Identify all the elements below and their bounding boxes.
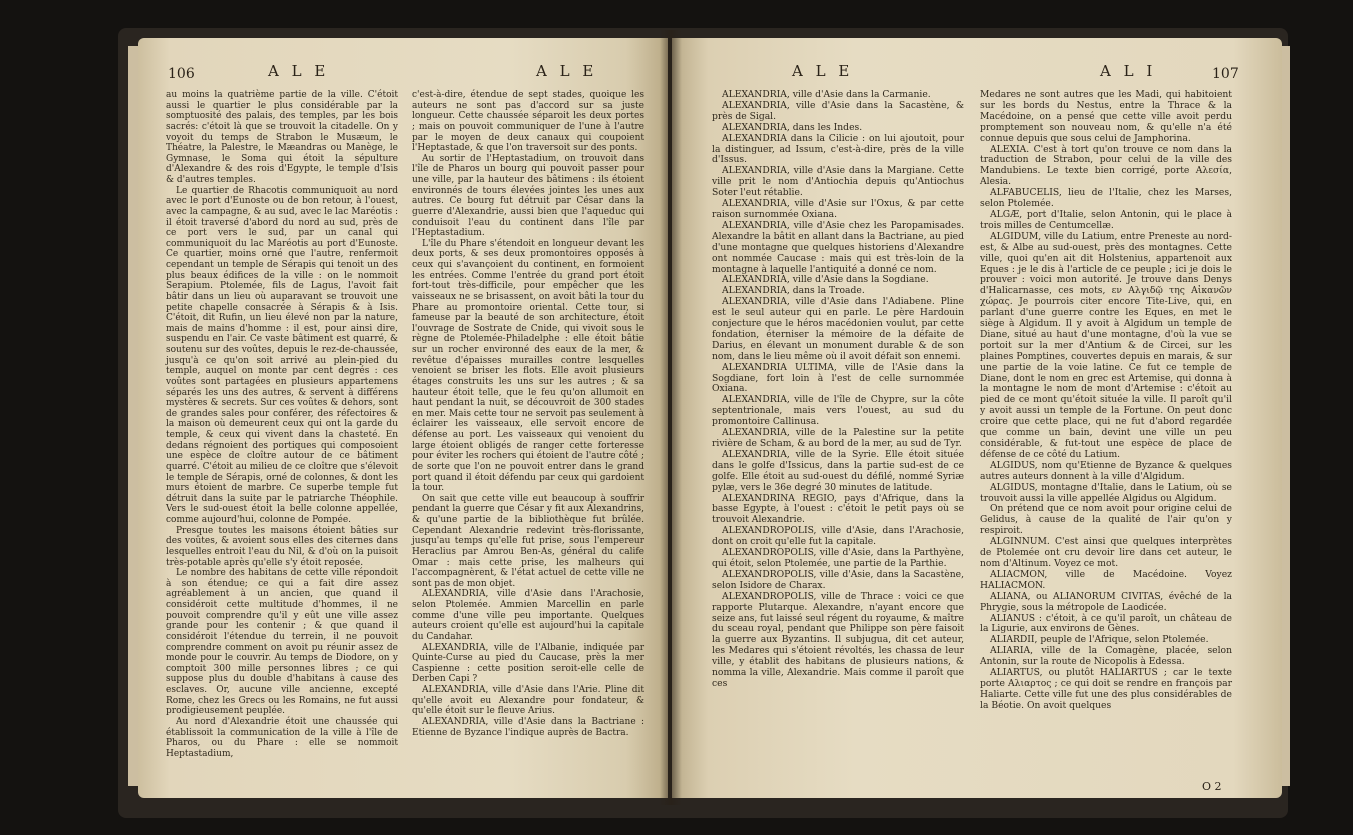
paragraph: Au sortir de l'Heptastadium, on trouvoit dans l'île de Pharos un bourg qui pouvoit passer pour une ville, par la hauteur des bâtimens : ils étoient environnés de tours élevées jointes les unes aux autres. Ce bourg fut détruit par César dans la guerre d'Alexandrie, aussi bien que l'aqueduc qui conduisoit l'eau du continent dans l'île par l'Heptastadium. [412,153,644,239]
entry: ALEXANDROPOLIS, ville de Thrace : voici ce que rapporte Plutarque. Alexandre, n'ayant encore que seize ans, fut laissé seul régent du royaume, & maître du sceau royal, pendant que Philippe son père faisoit la guerre aux Byzantins. Il subjugua, dit cet auteur, les Medares qui s'étoient révoltés, les chassa de leur ville, y établit des habitans de plusieurs nations, & nomma la ville, Alexandrie. Mais comme il paroît que ces [712,590,964,689]
entry: ALGIDUS, montagne d'Italie, dans le Latium, où se trouvoit aussi la ville appellée Algidus ou Algidum. [980,481,1232,504]
paragraph: Medares ne sont autres que les Madi, qui habitoient sur les bords du Nestus, entre la Thrace & la Macédoine, on a pensé que cette ville avoit perdu promptement son nouveau nom, & qu'elle n'a été connue depuis que sous celui de Jamphorina. [980,89,1232,144]
left-header-left: A L E [268,62,330,80]
paragraph: Au nord d'Alexandrie étoit une chaussée qui établissoit la communication de la ville à l'île de Pharos, ou du Phare : elle se nommoit Heptastadium, [166,716,398,759]
entry: ALEXANDRIA, ville d'Asie dans l'Arie. Pline dit qu'elle avoit eu Alexandre pour fondateur, & qu'elle étoit sur le fleuve Arius. [412,685,644,717]
paragraph: Le quartier de Rhacotis communiquoit au nord avec le port d'Eunoste ou de bon retour, à l'ouest, avec la campagne, & au sud, avec le lac Maréotis : il étoit traversé d'abord du nord au sud, près de ce port vers le sud, par un canal qui communiquoit du lac Maréotis au port d'Eunoste. Ce quartier, moins orné que l'autre, renfermoit cependant un temple de Sérapis qui tenoit un des plus beaux édifices de la ville : on le nommoit Serapium. Ptolemée, fils de Lagus, l'avoit fait bâtir dans un lieu où auparavant se trouvoit une petite chapelle consacrée à Sérapis & à Isis. C'étoit, dit Rufin, un lieu élevé non par la nature, mais de mains d'homme : il est, pour ainsi dire, suspendu en l'air. Ce vaste bâtiment est quarré, & soutenu sur des voûtes, depuis le rez-de-chaussée, jusqu'à ce qu'on soit arrivé au plein-pied du temple, auquel on monte par cent degrés : ces voûtes sont partagées en plusieurs appartemens séparés les uns des autres, & servent à différens mystères & secrets. Sur ces voûtes & dehors, sont de grandes sales pour conférer, des réfectoires & la maison où demeurent ceux qui ont la garde du temple, & ceux qui vivent dans la chasteté. En dedans régnoient des portiques qui composoient une espèce de cloître autour de ce bâtiment quarré. C'étoit au milieu de ce cloître que s'élevoit le temple de Sérapis, orné de colonnes, & dont les murs étoient de marbre. Ce superbe temple fut détruit dans la suite par le patriarche Théophile. Vers le sud-ouest étoit la belle colonne appellée, comme aujourd'hui, colonne de Pompée. [166,185,398,525]
entry: ALEXANDRIA, dans la Troade. [722,285,865,297]
entry: ALIANUS : c'étoit, à ce qu'il paroît, un château de la Ligurie, aux environs de Gènes. [980,612,1232,635]
entry: ALEXANDROPOLIS, ville d'Asie, dans l'Arachosie, dont on croit qu'elle fut la capitale. [712,525,964,548]
left-column-1 [166,90,398,759]
entry: ALEXANDRIA, ville d'Asie dans l'Adiabene. Pline est le seul auteur qui en parle. Le père Hardouin conjecture que le héros macédonien voulut, par cette fondation, éterniser la mémoire de la défaite de Darius, en élevant un monument durable & de son nom, dans le lieu même où il avoit défait son ennemi. [712,296,964,362]
signature-mark: O 2 [1202,780,1222,793]
paragraph: Le nombre des habitans de cette ville répondoit à son étendue; ce qui a fait dire assez agréablement à un ancien, que quand il considéroit cette multitude d'hommes, il ne pouvoit comprendre qu'il y eût une ville assez grande pour les contenir ; & que quand il considéroit l'étendue du terrein, il ne pouvoit comprendre comment on avoit pu réunir assez de monde pour le couvrir. Au temps de Diodore, on y comptoit 300 mille personnes libres ; ce qui suppose plus du double d'habitans à cause des esclaves. Or, aucune ville ancienne, excepté Rome, chez les Grecs ou les Romains, ne fut aussi prodigieusement peuplée. [166,568,398,717]
entry: ALIARIA, ville de la Comagène, placée, selon Antonin, sur la route de Nicopolis à Edessa. [980,645,1232,668]
entry: ALEXANDRINA REGIO, pays d'Afrique, dans la basse Egypte, à l'ouest : c'étoit le petit pays où se trouvoit Alexandrie. [712,492,964,526]
entry: ALEXANDRIA, ville d'Asie dans la Carmanie. [722,89,931,100]
entry: ALGÆ, port d'Italie, selon Antonin, qui le place à trois milles de Centumcellæ. [980,208,1232,231]
entry: ALEXANDRIA, ville d'Asie dans la Margiane. Cette ville prit le nom d'Antiochia depuis qu'Antiochus Soter l'eut rétablie. [712,165,964,199]
entry: ALEXANDRIA ULTIMA, ville de l'Asie dans la Sogdiane, fort loin à l'est de celle surnommée Oxiana. [712,361,964,395]
entry: ALIARTUS, ou plutôt HALIARTUS ; car le texte porte Αλιαρτος ; ce qui doit se rendre en françois par Haliarte. Cette ville fut une des plus considérables de la Béotie. On avoit quelques [980,667,1232,711]
paragraph: On sait que cette ville eut beaucoup à souffrir pendant la guerre que César y fit aux Alexandrins, & qu'une partie de la bibliothèque fut brûlée. Cependant Alexandrie redevint très-florissante, jusqu'au temps qu'elle fut prise, sous l'empereur Heraclius par Amrou Ben-As, général du calife Omar : mais cette prise, les malheurs qui l'accompagnèrent, & l'état actuel de cette ville ne sont pas de mon objet. [412,493,644,589]
entry: ALEXANDRIA, ville d'Asie dans la Sogdiane. [722,274,929,286]
entry: ALGINNUM. C'est ainsi que quelques interprètes de Ptolemée ont cru devoir lire dans cet auteur, le nom d'Altinum. Voyez ce mot. [980,536,1232,569]
paragraph: Presque toutes les maisons étoient bâties sur des voûtes, & avoient sous elles des citernes dans lesquelles entroit l'eau du Nil, & d'où on la puisoit très-potable après qu'elle s'y étoit reposée. [166,525,398,568]
entry: ALEXIA. C'est à tort qu'on trouve ce nom dans la traduction de Strabon, pour celui de la ville des Mandubiens. Le texte bien corrigé, porte Αλεσία, Alesia. [980,143,1232,188]
entry: ALEXANDROPOLIS, ville d'Asie, dans la Sacastène, selon Isidore de Charax. [712,568,964,591]
paragraph: L'île du Phare s'étendoit en longueur devant les deux ports, & ses deux promontoires opposés à ceux qui s'avançoient du continent, en formoient les entrées. Comme l'entrée du grand port étoit fort-tout très-difficile, pour empêcher que les vaisseaux ne se brisassent, on avoit bâti la tour du Phare au promontoire oriental. Cette tour, si fameuse par la beauté de son architecture, étoit l'ouvrage de Sostrate de Cnide, qui vivoit sous le règne de Ptolemée-Philadelphe : elle étoit bâtie sur un rocher environné des eaux de la mer, & revêtue d'épaisses murailles contre lesquelles venoient se briser les flots. Elle avoit plusieurs étages construits les uns sur les autres ; & sa hauteur étoit telle, que le feu qu'on allumoit en haut pendant la nuit, se découvroit de 300 stades en mer. Mais cette tour ne servoit pas seulement à éclairer les vaisseaux, elle servoit encore de défense au port. Les vaisseaux qui venoient du large étoient obligés de ranger cette forteresse pour éviter les rochers qui étoient de l'autre côté ; de sorte que l'on ne pouvoit entrer dans le grand port quand il étoit défendu par ceux qui gardoient la tour. [412,238,644,494]
paragraph: c'est-à-dire, étendue de sept stades, quoique les auteurs ne sont pas d'accord sur sa juste longueur. Cette chaussée séparoit les deux portes ; mais on pouvoit communiquer de l'une à l'autre par le moyen de deux canaux qui coupoient l'Heptastade, & que l'on traversoit sur des ponts. [412,90,644,154]
right-column-1 [712,90,964,690]
right-header-right: A L I [1100,62,1157,80]
entry: ALEXANDRIA, ville de l'Albanie, indiquée par Quinte-Curse au pied du Caucase, près la mer Caspienne : cette position seroit-elle celle de Derben Capi ? [412,642,644,685]
left-header-right: A L E [536,62,598,80]
entry: On prétend que ce nom avoit pour origine celui de Gelidus, à cause de la qualité de l'air qu'on y respiroit. [980,503,1232,537]
right-page [672,38,1282,798]
entry: ALEXANDRIA, ville de la Palestine sur la petite rivière de Scham, & au bord de la mer, au sud de Tyr. [712,427,964,449]
left-page-number: 106 [168,66,195,82]
entry: ALEXANDRIA, ville d'Asie dans la Bactriane : Etienne de Byzance l'indique auprès de Bactra. [412,716,644,738]
book-gutter [660,30,682,805]
entry: ALGIDUS, nom qu'Etienne de Byzance & quelques autres auteurs donnent à la ville d'Algidum. [980,459,1232,482]
left-page-edges [128,46,138,786]
entry: ALEXANDRIA dans la Cilicie : on lui ajoutoit, pour la distinguer, ad Issum, c'est-à-dire, près de la ville d'Issus. [712,132,964,166]
paragraph: au moins la quatrième partie de la ville. C'étoit aussi le quartier le plus considérable par la somptuosité des palais, des temples, par les bois sacrés: c'étoit là que se trouvoit la citadelle. On y voyoit du temps de Strabon le Musæum, le Théatre, la Palestre, le Mæandras ou Manège, le Gymnase, le Soma qui étoit la sépulture d'Alexandre & des rois d'Egypte, le temple d'Isis & d'autres temples. [166,90,398,185]
entry: ALEXANDRIA, ville d'Asie chez les Paropamisades. Alexandre la bâtit en allant dans la Bactriane, au pied d'une montagne que quelques historiens d'Alexandre ont nommée Caucase : mais qui est très-loin de la montagne à laquelle l'antiquité a donné ce nom. [712,219,964,275]
entry: ALEXANDRIA, ville de la Syrie. Elle étoit située dans le golfe d'Issicus, dans la partie sud-est de ce golfe. Elle étoit au sud-ouest du défilé, nommé Syriæ pylæ, vers le 36e degré 30 minutes de latitude. [712,448,964,493]
entry: ALEXANDRIA, ville d'Asie sur l'Oxus, & par cette raison surnommée Oxiana. [712,198,964,220]
entry: ALEXANDRIA, ville de l'île de Chypre, sur la côte septentrionale, mais vers l'ouest, au sud du promontoire Callinusa. [712,394,964,428]
entry: ALEXANDRIA, dans les Indes. [722,121,863,133]
entry: ALEXANDRIA, ville d'Asie dans la Sacastène, & près de Sigal. [712,99,964,122]
entry: ALGIDUM, ville du Latium, entre Preneste au nord-est, & Albe au sud-ouest, près des montagnes. Cette ville, quoi qu'en ait dit Holstenius, appartenoit aux Eques : je le dis à l'article de ce peuple ; ici je dois le prouver : voici mon autorité. Je trouve dans Denys d'Halicarnasse, ces mots, εν Αλγιδῷ της Αἰκανῶν χώρας. Je pourrois citer encore Tite-Live, qui, en parlant d'une guerre contre les Eques, en met le siège à Algidum. Il y avoit à Algidum un temple de Diane, situé au haut d'une montagne, d'où la vue se portoit sur la mer d'Antium & de Circei, sur les plaines Pomptines, couvertes depuis en marais, & sur une partie de la voie latine. Ce fut ce temple de Diane, dont le nom en grec est Artemise, qui donna à la montagne le nom de mont d'Artemise : c'étoit au pied de ce mont qu'étoit située la ville. Il paroît qu'il y avoit aussi un temple de la Fortune. On peut donc croire que cette place, qui ne fut d'abord regardée que comme un bain, devint une ville un peu considérable, & fut-tout une espèce de place de défense de ce côté du Latium. [980,230,1232,460]
entry: ALIACMON, ville de Macédoine. Voyez HALIACMON. [980,568,1232,591]
right-column-2 [980,90,1232,712]
left-column-2 [412,90,644,738]
right-page-number: 107 [1212,66,1239,82]
entry: ALIANA, ou ALIANORUM CIVITAS, évêché de la Phrygie, sous la métropole de Laodicée. [980,590,1232,613]
entry: ALEXANDRIA, ville d'Asie dans l'Arachosie, selon Ptolemée. Ammien Marcellin en parle comme d'une ville peu importante. Quelques auteurs croient qu'elle est aujourd'hui la capitale du Candahar. [412,589,644,642]
entry: ALIARDII, peuple de l'Afrique, selon Ptolemée. [990,634,1209,646]
left-page [138,38,668,798]
entry: ALFABUCELIS, lieu de l'Italie, chez les Marses, selon Ptolemée. [980,187,1232,210]
right-header-left: A L E [792,62,854,80]
entry: ALEXANDROPOLIS, ville d'Asie, dans la Parthyène, qui étoit, selon Ptolemée, une partie de la Parthie. [712,547,964,569]
